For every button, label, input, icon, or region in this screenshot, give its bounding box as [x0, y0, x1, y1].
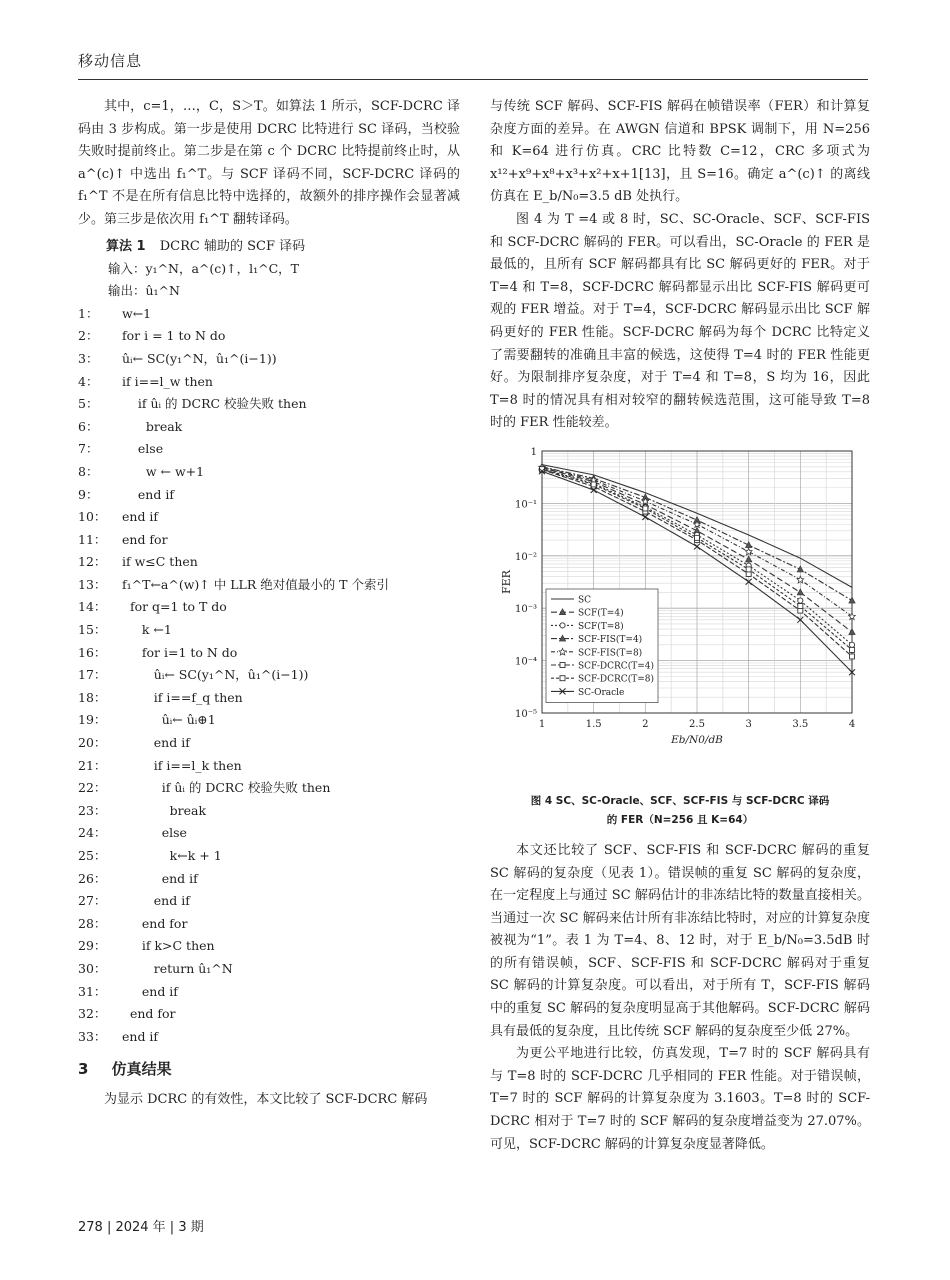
algorithm-line-code: ûᵢ← ûᵢ⊕1	[122, 712, 216, 728]
algorithm-line	[78, 393, 460, 416]
algorithm-line-number: 14：	[78, 599, 107, 615]
algorithm-line	[78, 461, 460, 484]
algorithm-line-code: else	[122, 441, 164, 457]
algorithm-line-code: end for	[122, 1006, 176, 1022]
algorithm-line	[78, 935, 460, 958]
algorithm-line-code: ûᵢ← SC(y₁^N，û₁^(i−1))	[122, 667, 309, 683]
algorithm-line-number: 20：	[78, 735, 107, 751]
algorithm-line-number: 22：	[78, 780, 107, 796]
y-tick-label: 10⁻²	[514, 551, 537, 563]
section-paragraph: 为显示 DCRC 的有效性，本文比较了 SCF-DCRC 解码	[104, 1092, 428, 1108]
algorithm-line	[78, 958, 460, 981]
caption-line-1: 图 4 SC、SC-Oracle、SCF、SCF-FIS 与 SCF-DCRC 译码	[530, 794, 830, 807]
series-marker	[850, 647, 855, 652]
algorithm-line-code: ûᵢ← SC(y₁^N，û₁^(i−1))	[122, 350, 277, 366]
algorithm-line-code: if i==f_q then	[122, 689, 243, 705]
figure-caption	[490, 792, 870, 830]
algorithm-line-code: k ←1	[122, 622, 172, 638]
y-axis-label: FER	[500, 569, 513, 594]
algorithm-line	[78, 619, 460, 642]
algorithm-line	[78, 416, 460, 439]
series-marker	[560, 662, 565, 667]
algorithm-line	[78, 1003, 460, 1026]
series-marker	[591, 482, 596, 487]
algorithm-output: 输出：û₁^N	[108, 283, 180, 299]
algorithm-line-number: 9：	[78, 486, 99, 502]
algorithm-line	[78, 529, 460, 552]
algorithm-line-number: 23：	[78, 802, 107, 818]
journal-header: 移动信息	[78, 52, 143, 70]
algorithm-line	[78, 303, 460, 326]
algorithm-line-code: end for	[122, 531, 168, 547]
algorithm-line-number: 16：	[78, 644, 107, 660]
algorithm-line	[78, 981, 460, 1004]
algorithm-line-code: if w≤C then	[122, 554, 198, 570]
series-marker	[849, 628, 855, 634]
algorithm-line-code: w ← w+1	[122, 463, 205, 479]
series-marker	[849, 642, 854, 647]
y-tick-label: 10⁻³	[514, 604, 537, 616]
series-marker	[798, 603, 803, 608]
y-tick-label: 10⁻⁵	[514, 708, 537, 720]
algorithm-line-code: end if	[122, 870, 198, 886]
algorithm-title	[78, 236, 460, 258]
section-number: 3	[78, 1060, 89, 1079]
algorithm-lines	[78, 303, 460, 1049]
legend-label: SCF(T=4)	[578, 608, 624, 619]
series-marker	[745, 556, 751, 562]
legend-label: SCF(T=8)	[578, 621, 624, 632]
algorithm-line-code: break	[122, 802, 207, 818]
y-tick-label: 1	[530, 446, 537, 458]
series-marker	[560, 623, 565, 628]
algorithm-line	[78, 506, 460, 529]
algorithm-line-code: end if	[122, 509, 159, 525]
algorithm-line-number: 7：	[78, 441, 99, 457]
algorithm-line-code: if i==l_k then	[122, 757, 242, 773]
algorithm-line-number: 29：	[78, 938, 107, 954]
algorithm-name: DCRC 辅助的 SCF 译码	[159, 238, 306, 254]
algorithm-line	[78, 348, 460, 371]
legend-label: SC-Oracle	[578, 687, 625, 698]
y-tick-label: 10⁻¹	[514, 499, 537, 511]
algorithm-line-number: 15：	[78, 622, 107, 638]
algorithm-line	[78, 574, 460, 597]
algorithm-line-number: 26：	[78, 870, 107, 886]
series-marker	[797, 589, 803, 595]
algorithm-line	[78, 732, 460, 755]
algorithm-line	[78, 642, 460, 665]
algorithm-line-code: if ûᵢ 的 DCRC 校验失败 then	[122, 780, 331, 796]
legend-label: SC	[578, 595, 592, 606]
x-tick-label: 1.5	[585, 718, 602, 730]
algorithm-line-number: 30：	[78, 960, 107, 976]
algorithm-line-number: 19：	[78, 712, 107, 728]
algorithm-line-number: 32：	[78, 1006, 107, 1022]
algorithm-line-number: 31：	[78, 983, 107, 999]
algorithm-line-number: 4：	[78, 373, 99, 389]
x-tick-label: 2	[642, 718, 649, 730]
algorithm-line-code: f₁^T←a^(w)↑ 中 LLR 绝对值最小的 T 个索引	[122, 576, 389, 592]
paragraph-2: 图 4 为 T =4 或 8 时，SC、SC-Oracle、SCF、SCF-FIS 和 SCF-DCRC 解码的 FER。可以看出，SC-Oracle 的 FER 是最低的，且所有 SCF 解码都具有比 SC 解码更好的 FER。对于 T=4 和 T=8，SCF-DCRC 解码都显示出比 SCF-FIS 解码更可观的 FER 增益。对于 T=4，SCF-DCRC 解码显示出比 SCF 解码更好的 FER 性能。SCF-DCRC 解码为每个 DCRC 比特定义了需要翻转的准确且丰富的候选，这使得 T=4 时的 FER 性能更好。为限制排序复杂度，对于 T=4 和 T=8，S 均为 16，因此 T=8 时的情况具有相对较窄的翻转候选范围，这可能导致 T=8 时的 FER 性能较差。	[490, 211, 870, 431]
x-axis-label: Eb/N0/dB	[671, 733, 723, 746]
algorithm-line-code: k←k + 1	[122, 848, 222, 863]
intro-paragraph: 其中，c=1，…，C，S＞T。如算法 1 所示，SCF-DCRC 译码由 3 步构成。第一步是使用 DCRC 比特进行 SC 译码，当校验失败时提前终止。第二步是在第 c 个 DCRC 比特提前终止时，从 a^(c)↑ 中选出 f₁^T。与 SCF 译码不同，SCF-DCRC 译码的 f₁^T 不是在所有信息比特中选择的，故额外的排序操作会显著减少。第三步是依次用 f₁^T 翻转译码。	[78, 99, 460, 227]
section-heading	[78, 1058, 460, 1079]
algorithm-line-number: 3：	[78, 350, 99, 366]
algorithm-line-code: end if	[122, 1028, 159, 1044]
x-tick-label: 2.5	[689, 718, 705, 730]
algorithm-line-code: w←1	[122, 305, 152, 321]
algorithm-line-number: 11：	[78, 531, 107, 547]
algorithm-line	[78, 687, 460, 710]
algorithm-line-code: else	[122, 825, 187, 841]
algorithm-line-number: 18：	[78, 689, 107, 705]
legend-box	[546, 589, 658, 703]
algorithm-line-number: 28：	[78, 915, 107, 931]
algorithm-line-number: 13：	[78, 576, 107, 592]
algorithm-block	[78, 236, 460, 1049]
algorithm-line-number: 6：	[78, 418, 99, 434]
series-marker	[695, 535, 700, 540]
algorithm-line-code: if ûᵢ 的 DCRC 校验失败 then	[122, 396, 307, 412]
algorithm-line	[78, 845, 460, 868]
series-marker	[643, 506, 648, 511]
algorithm-line	[78, 551, 460, 574]
algorithm-line	[78, 822, 460, 845]
algorithm-line-number: 17：	[78, 667, 107, 683]
algorithm-line-number: 10：	[78, 509, 107, 525]
algorithm-line-code: for i=1 to N do	[122, 644, 238, 660]
algorithm-line-code: if i==l_w then	[122, 373, 213, 389]
legend-label: SCF-FIS(T=4)	[578, 635, 643, 646]
series-marker	[850, 654, 855, 659]
algorithm-line	[78, 1026, 460, 1049]
series-marker	[560, 676, 565, 681]
right-column	[490, 96, 870, 1156]
x-tick-label: 3.5	[792, 718, 809, 730]
algorithm-line-number: 12：	[78, 554, 107, 570]
algorithm-line	[78, 371, 460, 394]
algorithm-line	[78, 755, 460, 778]
algorithm-line-code: return û₁^N	[122, 960, 233, 976]
fer-chart	[490, 441, 870, 786]
legend-label: SCF-FIS(T=8)	[578, 648, 643, 659]
algorithm-line	[78, 777, 460, 800]
left-column	[78, 96, 460, 1112]
series-marker	[798, 598, 803, 603]
algorithm-label: 算法 1	[106, 238, 146, 254]
paragraph-4: 为更公平地进行比较，仿真发现，T=7 时的 SCF 解码具有与 T=8 时的 SCF-DCRC 几乎相同的 FER 性能。对于错误帧，T=7 时的 SCF 解码的计算复杂度为 3.1603。T=8 时的 SCF-DCRC 相对于 T=7 时的 SCF 解码的复杂度增益变为 27.07%。可见，SCF-DCRC 解码的计算复杂度显著降低。	[490, 1046, 870, 1152]
algorithm-line-number: 24：	[78, 825, 107, 841]
y-tick-label: 10⁻⁴	[514, 656, 537, 668]
algorithm-line-code: end for	[122, 915, 188, 931]
fer-figure	[490, 441, 870, 786]
algorithm-line-code: break	[122, 418, 183, 434]
section-title: 仿真结果	[111, 1060, 172, 1079]
algorithm-line-number: 21：	[78, 757, 107, 773]
algorithm-line-code: end if	[122, 735, 190, 751]
algorithm-line	[78, 800, 460, 823]
algorithm-line	[78, 709, 460, 732]
page-footer: 278 | 2024 年 | 3 期	[78, 1220, 204, 1235]
paragraph-1: 与传统 SCF 解码、SCF-FIS 解码在帧错误率（FER）和计算复杂度方面的差异。在 AWGN 信道和 BPSK 调制下，用 N=256 和 K=64 进行仿真。CRC 比特数 C=12，CRC 多项式为 x¹²+x⁹+x⁸+x³+x²+x+1[13]，且 S=16。确定 a^(c)↑ 的离线仿真在 E_b/N₀=3.5 dB 处执行。	[490, 99, 870, 205]
algorithm-line-code: end if	[122, 893, 190, 909]
algorithm-line-number: 2：	[78, 328, 99, 344]
algorithm-line	[78, 664, 460, 687]
algorithm-line-number: 8：	[78, 463, 99, 479]
algorithm-line-number: 33：	[78, 1028, 107, 1044]
algorithm-line-code: for i = 1 to N do	[122, 328, 226, 344]
x-tick-label: 1	[538, 718, 546, 730]
caption-line-2: 的 FER（N=256 且 K=64）	[606, 813, 754, 826]
x-tick-label: 3	[745, 718, 752, 730]
algorithm-line	[78, 596, 460, 619]
algorithm-line	[78, 890, 460, 913]
algorithm-line-number: 27：	[78, 893, 107, 909]
series-marker	[746, 567, 751, 572]
algorithm-line-code: end if	[122, 983, 178, 999]
algorithm-line-number: 25：	[78, 848, 107, 863]
algorithm-line-code: if k>C then	[122, 938, 215, 954]
legend-label: SCF-DCRC(T=8)	[578, 674, 654, 685]
algorithm-line	[78, 868, 460, 891]
algorithm-line	[78, 325, 460, 348]
legend-label: SCF-DCRC(T=4)	[578, 661, 654, 672]
algorithm-line-code: end if	[122, 486, 174, 502]
x-tick-label: 4	[848, 718, 856, 730]
algorithm-line-code: for q=1 to T do	[122, 599, 227, 615]
algorithm-input: 输入：y₁^N，a^(c)↑，l₁^C，T	[108, 260, 300, 276]
algorithm-line-number: 1：	[78, 305, 99, 321]
algorithm-line	[78, 913, 460, 936]
algorithm-line	[78, 484, 460, 507]
header-divider	[78, 79, 868, 80]
series-marker	[849, 597, 855, 603]
algorithm-line-number: 5：	[78, 396, 99, 412]
paragraph-3: 本文还比较了 SCF、SCF-FIS 和 SCF-DCRC 解码的重复 SC 解码的复杂度（见表 1）。错误帧的重复 SC 解码的复杂度，在一定程度上与通过 SC 解码估计的非冻结比特的数量直接相关。当通过一次 SC 解码来估计所有非冻结比特时，对应的计算复杂度被视为“1”。表 1 为 T=4、8、12 时，对于 E_b/N₀=3.5dB 时的所有错误帧，SCF、SCF-FIS 和 SCF-DCRC 解码对于重复 SC 解码的计算复杂度。可以看出，对于所有 T，SCF-FIS 解码中的重复 SC 解码的复杂度明显高于其他解码。SCF-DCRC 解码具有最低的复杂度，且比传统 SCF 解码的复杂度至少低 27%。	[490, 842, 870, 1039]
algorithm-line	[78, 438, 460, 461]
